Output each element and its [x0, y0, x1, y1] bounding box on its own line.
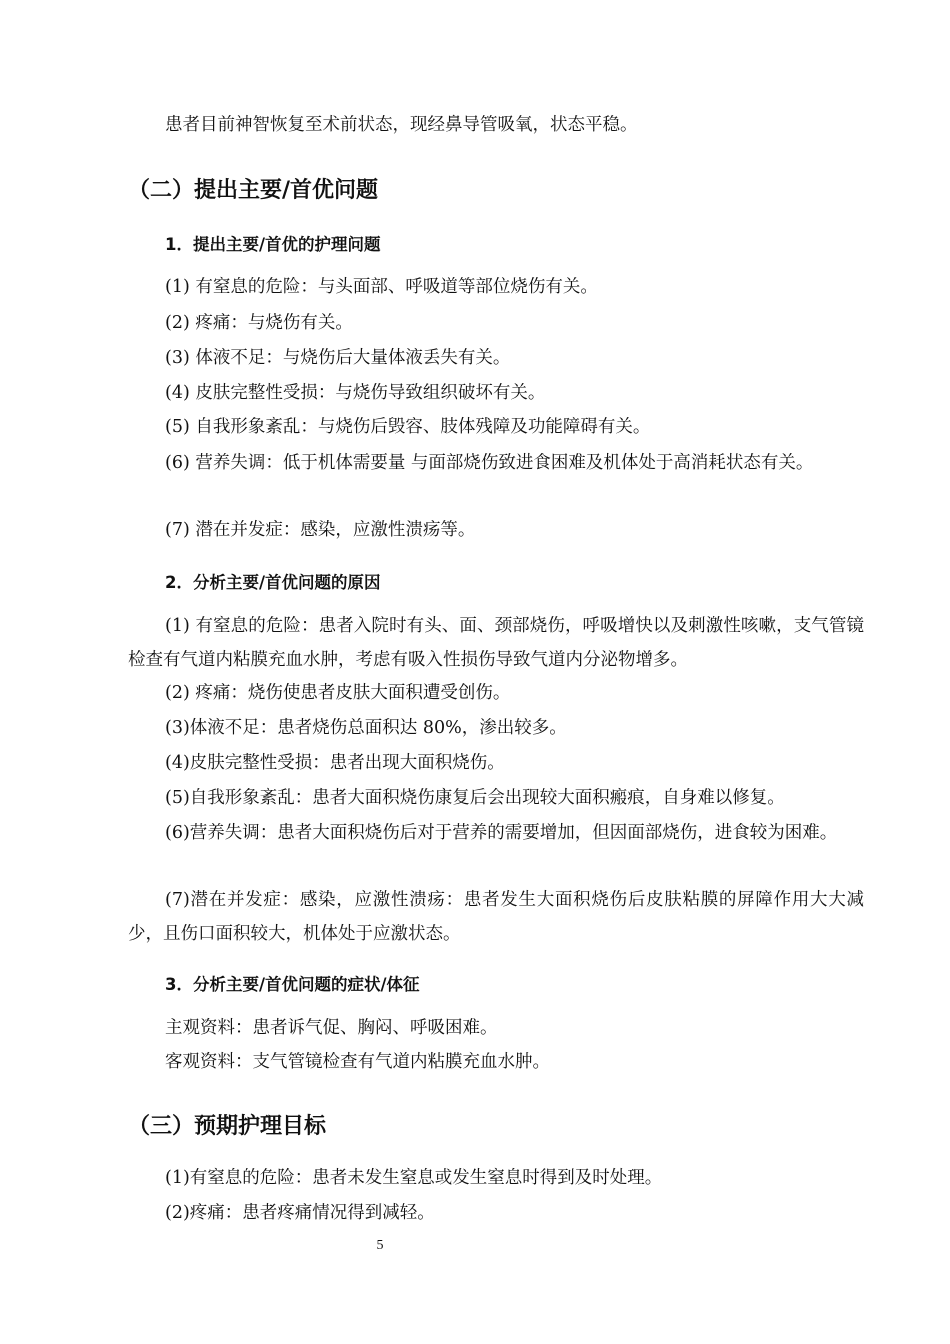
sub3-heading: 3．分析主要/首优问题的症状/体征: [165, 975, 420, 994]
goal-item: (2)疼痛：患者疼痛情况得到减轻。: [165, 1203, 435, 1223]
sub1-item: (4) 皮肤完整性受损：与烧伤导致组织破坏有关。: [165, 383, 546, 403]
sub1-item: (2) 疼痛：与烧伤有关。: [165, 313, 353, 333]
sub2-item: (7)潜在并发症：感染，应激性溃疡：患者发生大面积烧伤后皮肤粘膜的屏障作用大大减少，且伤口面积较大，机体处于应激状态。: [128, 890, 864, 944]
section3-heading: （三）预期护理目标: [128, 1114, 327, 1139]
sub1-item: (3) 体液不足：与烧伤后大量体液丢失有关。: [165, 348, 511, 368]
sub2-item: (3)体液不足：患者烧伤总面积达 80%，渗出较多。: [165, 718, 567, 738]
sub2-heading: 2．分析主要/首优问题的原因: [165, 573, 381, 592]
page-number: 5: [376, 1238, 384, 1253]
sub2-item: (2) 疼痛：烧伤使患者皮肤大面积遭受创伤。: [165, 683, 511, 703]
sub1-item: (1) 有窒息的危险：与头面部、呼吸道等部位烧伤有关。: [165, 277, 598, 297]
goal-item: (1)有窒息的危险：患者未发生窒息或发生窒息时得到及时处理。: [165, 1168, 663, 1188]
sub1-item: (6) 营养失调：低于机体需要量 与面部烧伤致进食困难及机体处于高消耗状态有关。: [165, 453, 814, 473]
sub1-item: (7) 潜在并发症：感染，应激性溃疡等。: [165, 520, 476, 540]
objective-data: 客观资料：支气管镜检查有气道内粘膜充血水肿。: [165, 1052, 550, 1072]
section2-heading: （二）提出主要/首优问题: [128, 178, 379, 203]
subjective-data: 主观资料：患者诉气促、胸闷、呼吸困难。: [165, 1018, 498, 1038]
sub1-item: (5) 自我形象紊乱：与烧伤后毁容、肢体残障及功能障碍有关。: [165, 417, 651, 437]
sub2-item: (4)皮肤完整性受损：患者出现大面积烧伤。: [165, 753, 505, 773]
sub2-item: (6)营养失调：患者大面积烧伤后对于营养的需要增加，但因面部烧伤，进食较为困难。: [165, 823, 838, 843]
sub1-heading: 1．提出主要/首优的护理问题: [165, 235, 381, 254]
sub2-item: (1) 有窒息的危险：患者入院时有头、面、颈部烧伤，呼吸增快以及刺激性咳嗽，支气管镜检查有气道内粘膜充血水肿，考虑有吸入性损伤导致气道内分泌物增多。: [128, 616, 864, 670]
intro-paragraph: 患者目前神智恢复至术前状态，现经鼻导管吸氧，状态平稳。: [165, 115, 638, 135]
sub2-item: (5)自我形象紊乱：患者大面积烧伤康复后会出现较大面积瘢痕，自身难以修复。: [165, 788, 785, 808]
